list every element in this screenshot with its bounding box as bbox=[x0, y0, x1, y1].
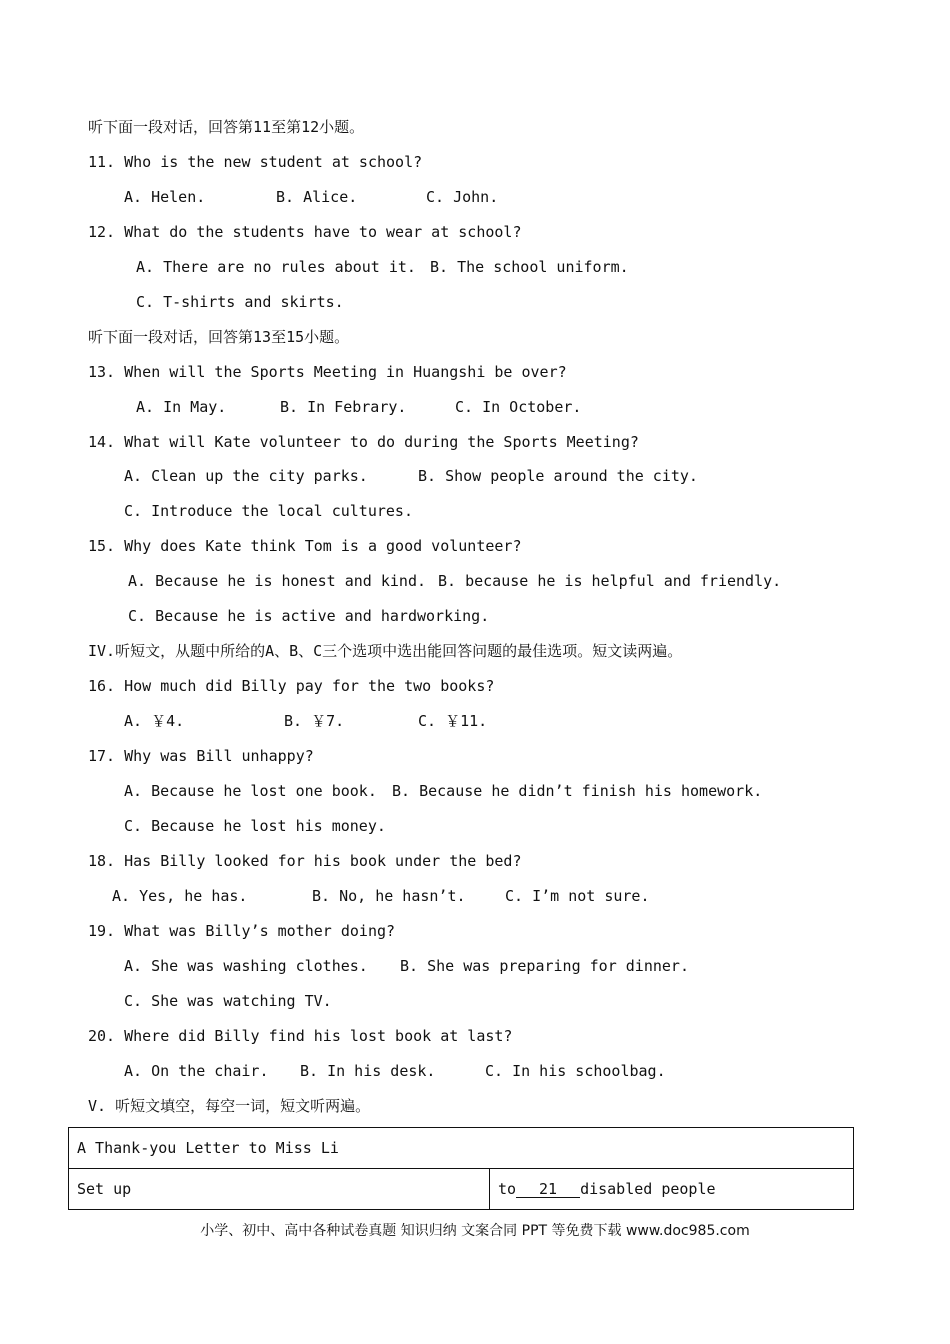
option-15-c: C. Because he is active and hardworking. bbox=[128, 607, 490, 625]
question-20: 20. Where did Billy find his lost book at last? bbox=[88, 1027, 513, 1045]
option-19-b: B. She was preparing for dinner. bbox=[400, 957, 689, 975]
option-16-c: C. ￥11. bbox=[418, 712, 488, 730]
option-11-a: A. Helen. bbox=[124, 188, 206, 206]
question-11: 11. Who is the new student at school? bbox=[88, 153, 423, 171]
option-18-c: C. I’m not sure. bbox=[505, 887, 650, 905]
option-17-a: A. Because he lost one book. bbox=[124, 782, 377, 800]
option-19-c: C. She was watching TV. bbox=[124, 992, 332, 1010]
footer-watermark: 小学、初中、高中各种试卷真题 知识归纳 文案合同 PPT 等免费下载 www.doc985.com bbox=[200, 1223, 750, 1239]
option-17-b: B. Because he didn’t finish his homework. bbox=[392, 782, 763, 800]
question-17: 17. Why was Bill unhappy? bbox=[88, 747, 314, 765]
option-11-b: B. Alice. bbox=[276, 188, 358, 206]
fill-in-table bbox=[68, 1127, 854, 1210]
option-11-c: C. John. bbox=[426, 188, 499, 206]
option-20-b: B. In his desk. bbox=[300, 1062, 436, 1080]
option-19-a: A. She was washing clothes. bbox=[124, 957, 368, 975]
option-15-a: A. Because he is honest and kind. bbox=[128, 572, 427, 590]
option-13-b: B. In Febrary. bbox=[280, 398, 407, 416]
question-15: 15. Why does Kate think Tom is a good volunteer? bbox=[88, 537, 522, 555]
option-13-c: C. In October. bbox=[455, 398, 582, 416]
question-12: 12. What do the students have to wear at school? bbox=[88, 223, 522, 241]
option-20-c: C. In his schoolbag. bbox=[485, 1062, 666, 1080]
question-14: 14. What will Kate volunteer to do during the Sports Meeting? bbox=[88, 433, 639, 451]
option-16-b: B. ￥7. bbox=[284, 712, 345, 730]
option-13-a: A. In May. bbox=[136, 398, 227, 416]
answer-blank-21[interactable]: 21 bbox=[516, 1181, 580, 1198]
option-12-c: C. T-shirts and skirts. bbox=[136, 293, 344, 311]
question-16: 16. How much did Billy pay for the two books? bbox=[88, 677, 495, 695]
table-cell-set-up: Set up bbox=[69, 1169, 490, 1210]
section-intro-11-12: 听下面一段对话，回答第11至第12小题。 bbox=[88, 118, 365, 136]
question-13: 13. When will the Sports Meeting in Huangshi be over? bbox=[88, 363, 567, 381]
question-19: 19. What was Billy’s mother doing? bbox=[88, 922, 396, 940]
section-intro-13-15: 听下面一段对话，回答第13至15小题。 bbox=[88, 328, 350, 346]
option-15-b: B. because he is helpful and friendly. bbox=[438, 572, 782, 590]
option-14-b: B. Show people around the city. bbox=[418, 467, 698, 485]
option-14-a: A. Clean up the city parks. bbox=[124, 467, 368, 485]
option-16-a: A. ￥4. bbox=[124, 712, 185, 730]
part-5-instructions: V. 听短文填空，每空一词，短文听两遍。 bbox=[88, 1097, 371, 1115]
part-4-instructions: IV.听短文，从题中所给的A、B、C三个选项中选出能回答问题的最佳选项。短文读两遍。 bbox=[88, 642, 683, 660]
option-18-b: B. No, he hasn’t. bbox=[312, 887, 466, 905]
blank-prefix: to bbox=[498, 1180, 517, 1198]
option-20-a: A. On the chair. bbox=[124, 1062, 269, 1080]
option-14-c: C. Introduce the local cultures. bbox=[124, 502, 413, 520]
table-title: A Thank-you Letter to Miss Li bbox=[69, 1128, 854, 1169]
option-12-a: A. There are no rules about it. bbox=[136, 258, 416, 276]
option-12-b: B. The school uniform. bbox=[430, 258, 629, 276]
question-18: 18. Has Billy looked for his book under the bed? bbox=[88, 852, 522, 870]
blank-suffix: disabled people bbox=[580, 1180, 716, 1198]
table-cell-blank-21 bbox=[490, 1169, 854, 1210]
option-18-a: A. Yes, he has. bbox=[112, 887, 248, 905]
option-17-c: C. Because he lost his money. bbox=[124, 817, 386, 835]
